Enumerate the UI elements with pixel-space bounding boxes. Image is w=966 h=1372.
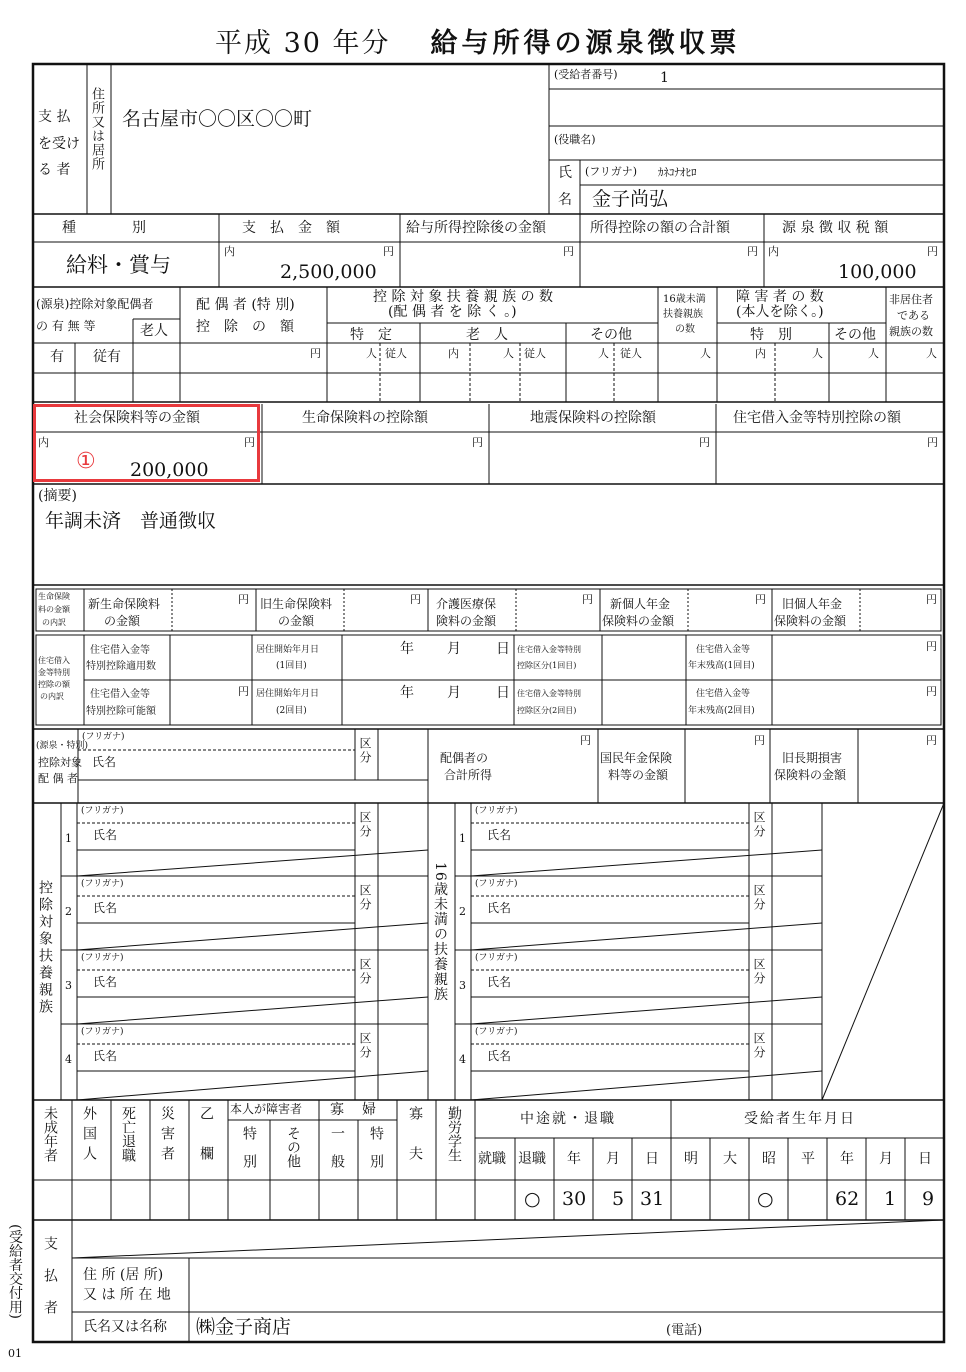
era-heisei: 平	[801, 1151, 815, 1167]
old-longterm: 旧長期損害	[782, 751, 843, 765]
kubun-label: 区分	[358, 737, 372, 765]
social-insurance-amount: 200,000	[130, 459, 209, 481]
dependents-label: 控除対象扶養親族	[37, 880, 53, 1016]
day-mark: 日	[645, 1151, 659, 1167]
furigana-label: (フリガナ)	[81, 879, 124, 889]
dependent-number: 3	[459, 979, 466, 992]
dependent-number: 2	[459, 905, 466, 918]
summary-text: 年調未済 普通徴収	[45, 510, 217, 532]
h-minor: 未成年者	[42, 1106, 58, 1162]
uchi-mark: 内	[38, 436, 49, 449]
name-label: 氏名	[487, 828, 512, 842]
withholding-amount: 100,000	[838, 261, 917, 283]
header-housing-loan: 住宅借入金等特別控除の額	[733, 410, 901, 426]
yen-mark: 円	[926, 593, 937, 606]
form-code: 01	[8, 1347, 22, 1360]
house-class-1: 控除区分(1回目)	[517, 661, 577, 670]
h-death: 死亡退職	[120, 1106, 136, 1162]
spouse-income-2: 合計所得	[444, 768, 493, 782]
ins-old-life: 旧生命保険料	[260, 597, 333, 611]
spouse-income: 配偶者の	[440, 751, 489, 765]
name-label: 氏名	[487, 1049, 512, 1063]
nin-mark: 人	[926, 347, 937, 360]
retire-year: 30	[562, 1188, 587, 1210]
furigana-label: (フリガナ)	[585, 165, 638, 178]
uchi-mark: 内	[755, 347, 766, 360]
ins-new-pension: 新個人年金	[610, 597, 671, 611]
kubun-label: 区分	[752, 811, 766, 839]
payer-label: 支払者	[42, 1236, 58, 1332]
retire-check: ○	[524, 1188, 541, 1210]
yen-mark: 円	[410, 593, 421, 606]
payer-address-label: 住 所 (居 所)	[83, 1267, 164, 1283]
address: 名古屋市〇〇区〇〇町	[122, 108, 313, 130]
yen-mark: 円	[582, 593, 593, 606]
header-spouse-deduction: 配 偶 者 (特 別)	[196, 297, 295, 313]
h-birthdate: 受給者生年月日	[744, 1111, 856, 1127]
kubun-label: 区分	[358, 958, 372, 986]
name-label: 氏名	[92, 755, 117, 769]
name-label-2: 名	[558, 192, 572, 208]
month-mark: 月	[447, 641, 461, 657]
junin-mark: 従人	[620, 347, 642, 360]
yen-mark: 円	[699, 436, 710, 449]
yen-mark: 円	[927, 436, 938, 449]
furigana-label: (フリガナ)	[475, 806, 518, 816]
year-mark: 年	[400, 641, 414, 657]
furigana-label: (フリガナ)	[475, 1027, 518, 1037]
name-label: 氏名	[487, 975, 512, 989]
address-label: 住所又は居所	[89, 87, 104, 171]
dependent-number: 1	[65, 832, 72, 845]
phone-label: (電話)	[666, 1323, 703, 1338]
uchi-mark: 内	[768, 245, 779, 258]
kubun-label: 区分	[752, 1032, 766, 1060]
kubun-label: 区分	[358, 811, 372, 839]
h-widow: 寡婦	[330, 1102, 394, 1118]
header-other: その他	[590, 327, 632, 343]
month-mark: 月	[606, 1151, 620, 1167]
header-disabled-2: (本人を除く。)	[736, 304, 824, 320]
header-specific: 特 定	[350, 327, 392, 343]
header-dependents-2: (配 偶 者 を 除 く 。)	[388, 304, 517, 320]
yen-mark: 円	[747, 245, 758, 258]
header-disabled-other: その他	[834, 327, 876, 343]
h-foreign: 外国人	[81, 1106, 97, 1166]
kubun-label: 区分	[752, 958, 766, 986]
dependent-number: 2	[65, 905, 72, 918]
house-possible-2: 特別控除可能額	[86, 706, 156, 717]
h-hired: 就職	[478, 1151, 506, 1167]
era-taisho: 大	[723, 1151, 737, 1167]
nin-mark: 人	[598, 347, 609, 360]
position-label: (役職名)	[554, 133, 596, 146]
house-apply-2: 特別控除適用数	[86, 661, 156, 672]
house-balance: 住宅借入金等	[696, 645, 751, 655]
header-nonresident-2: である	[897, 309, 930, 322]
ins-care-2: 険料の金額	[436, 614, 497, 628]
payer-name: ㈱金子商店	[196, 1316, 292, 1338]
header-under16-3: の数	[675, 324, 695, 335]
house-possible: 住宅借入金等	[90, 689, 150, 700]
era-meiji: 明	[684, 1151, 698, 1167]
house-class-b: 住宅借入金等特別	[517, 689, 581, 698]
h-widower: 寡夫	[407, 1106, 423, 1186]
year-mark: 年	[400, 685, 414, 701]
ins-old-pension: 旧個人年金	[782, 597, 843, 611]
name-label: 氏名	[93, 1049, 118, 1063]
day-mark: 日	[496, 641, 510, 657]
year-mark: 年	[840, 1151, 854, 1167]
recipient-name: 金子尚弘	[592, 188, 669, 210]
name-label: 氏名	[93, 975, 118, 989]
yen-mark: 円	[926, 640, 937, 653]
copy-label: (受給者交付用)	[7, 1224, 23, 1319]
dependent-number: 3	[65, 979, 72, 992]
birth-day: 9	[922, 1188, 935, 1210]
h-otsu: 乙欄	[198, 1106, 214, 1186]
name-label: 氏名	[93, 828, 118, 842]
retire-day: 31	[640, 1188, 665, 1210]
header-type: 種 別	[62, 220, 146, 236]
header-payment: 支 払 金 額	[242, 220, 340, 236]
ins-label: 生命保険	[38, 592, 70, 601]
ins-label-3: の内訳	[42, 618, 66, 627]
name-label: 氏名	[487, 901, 512, 915]
furigana-label: (フリガナ)	[81, 953, 124, 963]
spouse-label: (源泉・特別)	[36, 741, 89, 751]
house-balance-b: 住宅借入金等	[696, 689, 751, 699]
spouse-dep-yes: 従有	[93, 349, 121, 365]
junin-mark: 従人	[385, 347, 407, 360]
house-first: (1回目)	[276, 661, 307, 671]
house-label-2: 金等特別	[38, 668, 70, 677]
yen-mark: 円	[755, 593, 766, 606]
house-label-4: の内訳	[40, 692, 64, 701]
h-student: 勤労学生	[446, 1106, 462, 1162]
under16-label: 16歳未満の扶養親族	[432, 862, 448, 1002]
payer-name-label: 氏名又は名称	[83, 1319, 167, 1335]
day-mark: 日	[918, 1151, 932, 1167]
house-label-3: 控除の額	[38, 680, 70, 689]
era-showa: 昭	[762, 1151, 776, 1167]
ins-new-pension-2: 保険料の金額	[602, 614, 675, 628]
ins-care: 介護医療保	[436, 597, 497, 611]
header-after-deduction: 給与所得控除後の金額	[406, 220, 546, 236]
nin-mark: 人	[812, 347, 823, 360]
header-life-insurance: 生命保険料の控除額	[302, 410, 428, 426]
birth-month: 1	[884, 1188, 897, 1210]
payment-type: 給料・賞与	[66, 253, 171, 277]
header-spouse: (源泉)控除対象配偶者	[36, 297, 154, 311]
spouse-yes: 有	[50, 349, 64, 365]
junin-mark: 従人	[524, 347, 546, 360]
house-start-2: 居住開始年月日	[256, 689, 320, 699]
yen-mark: 円	[238, 593, 249, 606]
retire-month: 5	[612, 1188, 625, 1210]
h-retired: 退職	[518, 1151, 546, 1167]
day-mark: 日	[496, 685, 510, 701]
header-elderly: 老人	[140, 323, 168, 339]
pension-premium-2: 料等の金額	[608, 768, 669, 782]
name-label: 氏名	[93, 901, 118, 915]
month-mark: 月	[447, 685, 461, 701]
kubun-label: 区分	[752, 884, 766, 912]
furigana: ｶﾈｺﾅｵﾋﾛ	[658, 166, 697, 179]
house-class-2: 控除区分(2回目)	[517, 706, 577, 715]
header-disabled-special: 特 別	[750, 327, 792, 343]
header-total-deduction: 所得控除の額の合計額	[590, 220, 730, 236]
spouse-label-3: 配 偶 者	[38, 772, 78, 785]
birth-year: 62	[835, 1188, 860, 1210]
h-disaster: 災害者	[159, 1106, 175, 1166]
year-mark: 年	[567, 1151, 581, 1167]
nin-mark: 人	[700, 347, 711, 360]
month-mark: 月	[879, 1151, 893, 1167]
furigana-label: (フリガナ)	[475, 879, 518, 889]
nin-mark: 人	[503, 347, 514, 360]
summary-label: (摘要)	[38, 488, 77, 504]
yen-mark: 円	[238, 685, 249, 698]
spouse-label-2: 控除対象	[38, 756, 82, 769]
payer-address-label-2: 又 は 所 在 地	[83, 1287, 171, 1303]
header-disabled: 障 害 者 の 数	[736, 289, 824, 305]
yen-mark: 円	[472, 436, 483, 449]
yen-mark: 円	[244, 436, 255, 449]
header-withholding: 源 泉 徴 収 税 額	[782, 220, 889, 236]
header-dependents: 控 除 対 象 扶 養 親 族 の 数	[373, 289, 554, 305]
dependent-number: 4	[65, 1053, 72, 1066]
nin-mark: 人	[868, 347, 879, 360]
page-title: 平成 30 年分 給与所得の源泉徴収票	[215, 28, 741, 59]
h-other: その他	[285, 1126, 301, 1168]
header-nonresident-3: 親族の数	[889, 325, 933, 338]
yen-mark: 円	[926, 685, 937, 698]
header-social-insurance: 社会保険料等の金額	[74, 410, 200, 426]
pension-premium: 国民年金保険	[600, 751, 673, 765]
name-label-1: 氏	[558, 165, 572, 181]
recipient-number: 1	[660, 70, 669, 86]
kubun-label: 区分	[358, 1032, 372, 1060]
ins-new-life-2: の金額	[104, 614, 141, 628]
h-special: 特別	[241, 1126, 257, 1182]
house-class: 住宅借入金等特別	[517, 645, 581, 654]
yen-mark: 円	[926, 734, 937, 747]
marker-1: ①	[76, 449, 96, 474]
kubun-label: 区分	[358, 884, 372, 912]
house-balance-1: 年末残高(1回目)	[688, 661, 755, 671]
header-elderly-dep: 老 人	[466, 327, 508, 343]
yen-mark: 円	[754, 734, 765, 747]
house-second: (2回目)	[276, 706, 307, 716]
house-balance-2: 年末残高(2回目)	[688, 706, 755, 716]
uchi-mark: 内	[224, 245, 235, 258]
yen-mark: 円	[563, 245, 574, 258]
house-label: 住宅借入	[38, 656, 70, 665]
header-under16: 16歳未満	[663, 294, 706, 305]
header-spouse-deduction-2: 控 除 の 額	[196, 319, 294, 335]
house-apply: 住宅借入金等	[90, 645, 150, 656]
h-self-disabled: 本人が障害者	[230, 1102, 303, 1116]
yen-mark: 円	[580, 734, 591, 747]
nin-mark: 人	[366, 347, 377, 360]
yen-mark: 円	[383, 245, 394, 258]
header-earthquake: 地震保険料の控除額	[530, 410, 656, 426]
furigana-label: (フリガナ)	[82, 732, 125, 742]
header-spouse-status: の 有 無 等	[36, 319, 96, 333]
header-under16-2: 扶養親族	[663, 309, 703, 320]
dependent-number: 1	[459, 832, 466, 845]
ins-label-2: 料の金額	[38, 605, 70, 614]
ins-old-life-2: の金額	[278, 614, 315, 628]
h-mid-year: 中途就・退職	[520, 1111, 616, 1127]
old-longterm-2: 保険料の金額	[774, 768, 847, 782]
ins-old-pension-2: 保険料の金額	[774, 614, 847, 628]
payment-amount: 2,500,000	[280, 261, 377, 283]
header-nonresident: 非居住者	[889, 293, 933, 306]
dependent-number: 4	[459, 1053, 466, 1066]
house-start: 居住開始年月日	[256, 645, 320, 655]
furigana-label: (フリガナ)	[81, 1027, 124, 1037]
furigana-label: (フリガナ)	[475, 953, 518, 963]
ins-new-life: 新生命保険料	[88, 597, 161, 611]
furigana-label: (フリガナ)	[81, 806, 124, 816]
yen-mark: 円	[927, 245, 938, 258]
number-label: (受給者番号)	[554, 68, 618, 81]
h-special-widow: 特別	[368, 1126, 384, 1182]
yen-mark: 円	[310, 347, 321, 360]
h-general: 一般	[329, 1126, 345, 1182]
showa-check: ○	[757, 1188, 774, 1210]
recipient-label: 支 払 を受け る 者	[38, 109, 80, 179]
uchi-mark: 内	[448, 347, 459, 360]
